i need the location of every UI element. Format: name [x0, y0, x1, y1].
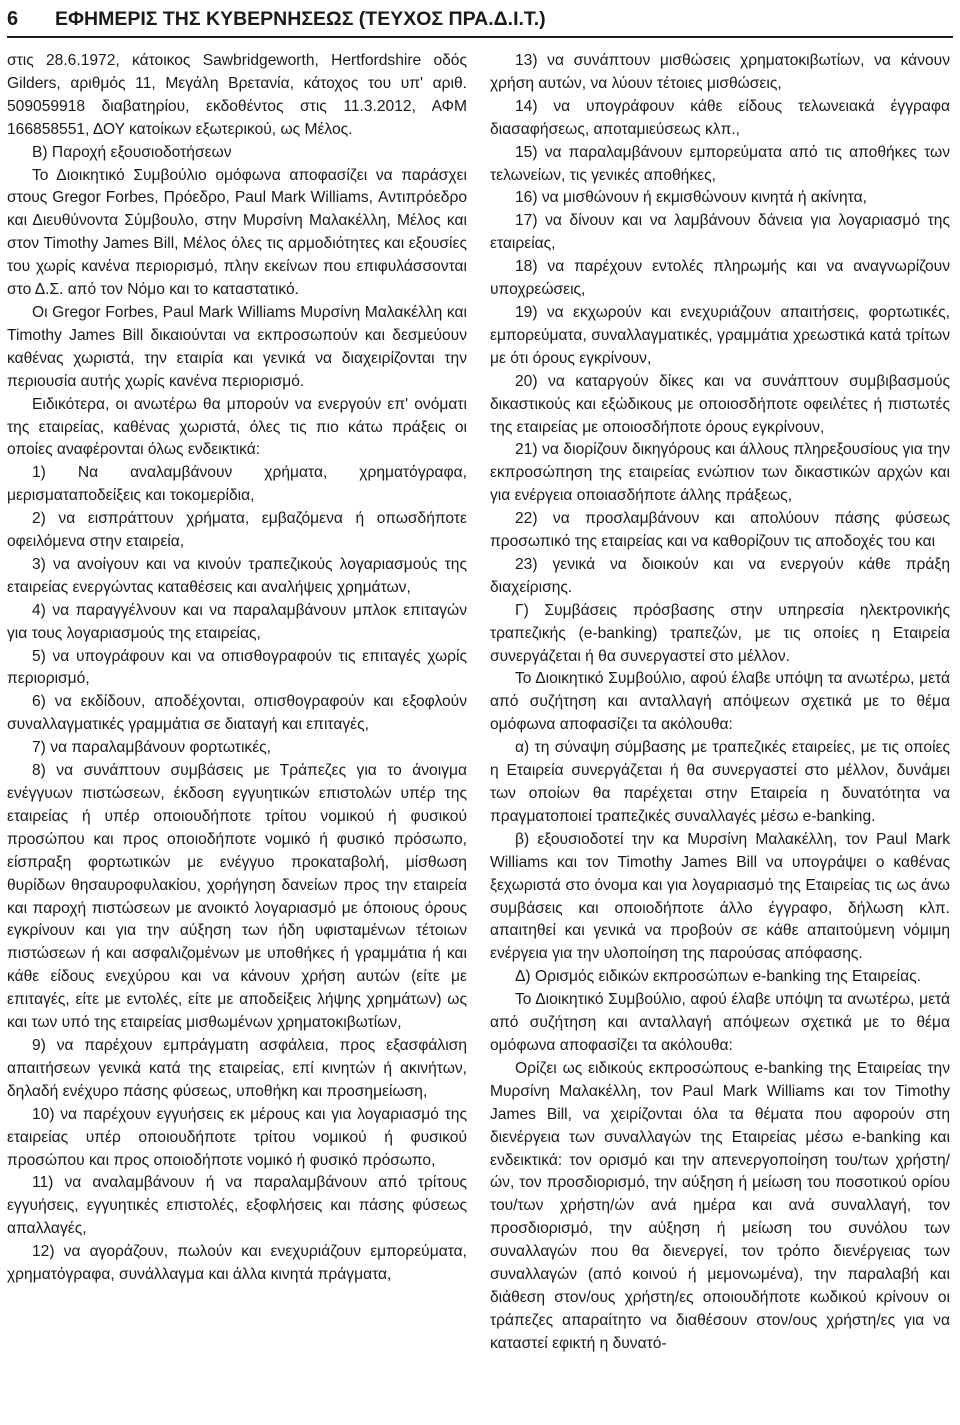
paragraph: 7) να παραλαμβάνουν φορτωτικές, [32, 739, 271, 757]
paragraph: 23) γενικά να διοικούν και να ενεργούν κάθε πράξη διαχείρισης. [490, 555, 950, 596]
page-header [7, 6, 953, 36]
paragraph: 17) να δίνουν και να λαμβάνουν δάνεια για λογαριασμό της εταιρείας, [490, 212, 950, 253]
paragraph: 10) να παρέχουν εγγυήσεις εκ μέρους και για λογαριασμό της εταιρείας υπέρ οποιουδήποτε τρίτου νομικού ή φυσικού προσώπου και προς οποιοδήποτε νομικό ή φυσικό πρόσωπο, [7, 1105, 467, 1169]
paragraph: α) τη σύναψη σύμβασης με τραπεζικές εταιρείες, με τις οποίες η Εταιρεία συνεργάζεται ή θα συνεργαστεί στο μέλλον, δυνάμει των οποίων θα παρέχεται στην Εταιρεία η δυνατότητα να πραγματοποιεί τραπεζικές συναλλαγές μέσω e-banking. [490, 739, 950, 825]
paragraph: 15) να παραλαμβάνουν εμπορεύματα από τις αποθήκες των τελωνείων, τις γενικές αποθήκες, [490, 143, 950, 184]
paragraph: Δ) Ορισμός ειδικών εκπροσώπων e-banking της Εταιρείας. [515, 968, 921, 986]
paragraph: 18) να παρέχουν εντολές πληρωμής και να αναγνωρίζουν υποχρεώσεις, [490, 258, 950, 299]
paragraph: 19) να εκχωρούν και ενεχυριάζουν απαιτήσεις, φορτωτικές, εμπορεύματα, συναλλαγματικές, γραμμάτια χρεωστικά κατά τρίτων με ότι όρους εγκρίνουν, [490, 303, 950, 367]
paragraph: Το Διοικητικό Συμβούλιο, αφού έλαβε υπόψη τα ανωτέρω, μετά από συζήτηση και ανταλλαγή απόψεων σχετικά με το θέμα ομόφωνα αποφασίζει τα ακόλουθα: [490, 670, 950, 734]
paragraph: 4) να παραγγέλνουν και να παραλαμβάνουν μπλοκ επιταγών για τους λογαριασμούς της εταιρείας, [7, 601, 467, 642]
paragraph: 13) να συνάπτουν μισθώσεις χρηματοκιβωτίων, να κάνουν χρήση αυτών, να λύουν τέτοιες μισθώσεις, [490, 52, 950, 92]
paragraph: 3) να ανοίγουν και να κινούν τραπεζικούς λογαριασμούς της εταιρείας ενεργώντας καταθέσεις και αναλήψεις χρημάτων, [7, 555, 467, 596]
paragraph: 2) να εισπράττουν χρήματα, εμβαζόμενα ή οπωσδήποτε οφειλόμενα στην εταιρεία, [7, 510, 467, 551]
paragraph: 21) να διορίζουν δικηγόρους και άλλους πληρεξουσίους για την εκπροσώπηση της εταιρείας ενώπιον των δικαστικών αρχών και για ενέργεια οποιασδήποτε άλλης πράξεως, [490, 441, 950, 505]
paragraph: Οι Gregor Forbes, Paul Mark Williams Μυρσίνη Μαλακέλλη και Timothy James Bill δικαιούνται να εκπροσωπούν και δεσμεύουν καθένας χωριστά, την εταιρία και γενικά να διαχειρίζονται την περιουσία αυτής χωρίς κανένα περιορισμό. [7, 303, 467, 390]
section-heading: Β) Παροχή εξουσιοδοτήσεων [32, 143, 232, 161]
header-rule [7, 36, 953, 38]
paragraph: 12) να αγοράζουν, πωλούν και ενεχυριάζουν εμπορεύματα, χρηματόγραφα, συνάλλαγμα και άλλα κινητά πράγματα, [7, 1243, 467, 1284]
paragraph: Ειδικότερα, οι ανωτέρω θα μπορούν να ενεργούν επ' ονόματι της εταιρείας, καθένας χωριστά, όλες τις πιο κάτω πράξεις οι οποίες αναφέρονται όλως ενδεικτικά: [7, 395, 467, 459]
paragraph: 1) Να αναλαμβάνουν χρήματα, χρηματόγραφα, μερισματαποδείξεις και τοκομερίδια, [7, 464, 467, 505]
paragraph: β) εξουσιοδοτεί την κα Μυρσίνη Μαλακέλλη, τον Paul Mark Williams και τον Timothy James Bill να υπογράψει ο καθένας ξεχωριστά στο όνομα και για λογαριασμό της Εταιρείας τις ως άνω συμβάσεις και οποιοδήποτε άλλο έγγραφο, δήλωση κλπ. απαιτηθεί και γενικά να προβούν σε κάθε απαιτούμενη νόμιμη ενέργεια για την υλοποίηση της παρούσας απόφασης. [490, 830, 950, 963]
paragraph: 20) να καταργούν δίκες και να συνάπτουν συμβιβασμούς δικαστικούς και εξώδικους με οποιοσδήποτε οφειλέτες ή πιστωτές της εταιρείας με οποιοσδήποτε όρους εγκρίνουν, [490, 372, 950, 436]
paragraph: 8) να συνάπτουν συμβάσεις με Τράπεζες για το άνοιγμα ενέγγυων πιστώσεων, έκδοση εγγυητικών επιστολών υπέρ της εταιρείας ή υπέρ οποιουδήποτε τρίτου νομικού ή φυσικού προσώπου και προς οποιοδήποτε νομικό ή φυσικό πρόσωπο, είσπραξη φορτωτικών με ενέγγυο προκαταβολή, μίσθωση θυρίδων θησαυροφυλακίου, χορήγηση δανείων προς την εταιρεία και παροχή πιστώσεων με ανοικτό λογαριασμό με όποιους όρους εγκρίνουν και για την αύξηση των ήδη υφισταμένων τέτοιων πιστώσεων ή και ασφαλιζομένων με υποθήκες ή γραμμάτια ή και κάθε είδους ενεχύρου και να κάνουν χρήση αυτών (είτε με επιταγές, είτε με εντολές, είτε με αποδείξεις λήψης χρημάτων) ως και των υπό της εταιρείας μισθωμένων χρηματοκιβωτίων, [7, 762, 467, 1032]
paragraph: 22) να προσλαμβάνουν και απολύουν πάσης φύσεως προσωπικό της εταιρείας και να καθορίζουν τις αποδοχές του και [490, 510, 950, 551]
paragraph: 9) να παρέχουν εμπράγματη ασφάλεια, προς εξασφάλιση απαιτήσεων γενικά κατά της εταιρείας, επί κινητών ή ακινήτων, δηλαδή ενέχυρο πάσης φύσεως, υποθήκη και προσημείωση, [7, 1036, 467, 1100]
paragraph: Γ) Συμβάσεις πρόσβασης στην υπηρεσία ηλεκτρονικής τραπεζικής (e-banking) τραπεζών, με τις οποίες η Εταιρεία συνεργάζεται ή θα συνεργαστεί στο μέλλον. [490, 601, 950, 665]
paragraph: 11) να αναλαμβάνουν ή να παραλαμβάνουν από τρίτους εγγυήσεις, εγγυητικές επιστολές, εξοφλήσεις και πάσης φύσεως απαλλαγές, [7, 1174, 467, 1238]
paragraph: 6) να εκδίδουν, αποδέχονται, οπισθογραφούν και εξοφλούν συναλλαγματικές γραμμάτια σε διαταγή και επιταγές, [7, 693, 467, 734]
paragraph: Το Διοικητικό Συμβούλιο ομόφωνα αποφασίζει να παράσχει στους Gregor Forbes, Πρόεδρο, Paul Mark Williams, Αντιπρόεδρο και Διευθύνοντα Σύμβουλο, στην Μυρσίνη Μαλακέλλη, Μέλος και στον Timothy James Bill, Μέλος όλες τις αρμοδιότητες και εξουσίες του χωρίς κανένα περιορισμό, πλην εκείνων που επιφυλάσσονται στο Δ.Σ. από τον Νόμο και το καταστατικό. [7, 166, 467, 299]
paragraph: 14) να υπογράφουν κάθε είδους τελωνειακά έγγραφα διασαφήσεως, αποταμιεύσεως κλπ., [490, 97, 950, 138]
page-number: 6 [7, 8, 19, 30]
paragraph: 16) να μισθώνουν ή εκμισθώνουν κινητά ή ακίνητα, [515, 189, 867, 207]
paragraph: Ορίζει ως ειδικούς εκπροσώπους e-banking της Εταιρείας την Μυρσίνη Μαλακέλλη, τον Paul Mark Williams και τον Timothy James Bill, να χειρίζονται όλα τα θέματα που αφορούν στη διενέργεια των συναλλαγών της Εταιρείας μέσω e-banking και ενδεικτικά: τον ορισμό και την απενεργοποίηση του/των χρήστη/ών, τον προσδιορισμό, την αύξηση ή μείωση του ποσοτικού ορίου του/των χρήστη/ών ανά ημέρα και ανά συναλλαγή, τον προσδιορισμό, την αύξηση ή μείωση του συνόλου των συναλλαγών που θα διενεργεί, τον τρόπο διενέργειας των συναλλαγών (από κοινού ή μεμονωμένα), την παραλαβή και διάθεση στον/ους χρήστη/ες οποιουδήποτε κωδικού κρίνουν οι τράπεζες απαραίτητο να διαθέσουν στον/ους χρήστη/ες για να καταστεί εφικτή η δυνατό- [490, 1059, 950, 1352]
paragraph: 5) να υπογράφουν και να οπισθογραφούν τις επιταγές χωρίς περιορισμό, [7, 647, 467, 688]
paragraph: Το Διοικητικό Συμβούλιο, αφού έλαβε υπόψη τα ανωτέρω, μετά από συζήτηση και ανταλλαγή απόψεων σχετικά με το θέμα ομόφωνα αποφασίζει τα ακόλουθα: [490, 991, 950, 1054]
paragraph: στις 28.6.1972, κάτοικος Sawbridgeworth, Hertfordshire οδός Gilders, αριθμός 11, Μεγάλη Βρετανία, κάτοχος του υπ' αριθ. 509059918 διαβατηρίου, εκδοθέντος στις 11.3.2012, ΑΦΜ 166858551, ΔΟΥ κατοίκων εξωτερικού, ως Μέλος. [7, 52, 467, 138]
right-column [490, 50, 950, 1356]
gazette-title: ΕΦΗΜΕΡΙΣ ΤΗΣ ΚΥΒΕΡΝΗΣΕΩΣ (ΤΕΥΧΟΣ ΠΡΑ.Δ.Ι.Τ.) [55, 8, 546, 30]
left-column [7, 50, 467, 1287]
